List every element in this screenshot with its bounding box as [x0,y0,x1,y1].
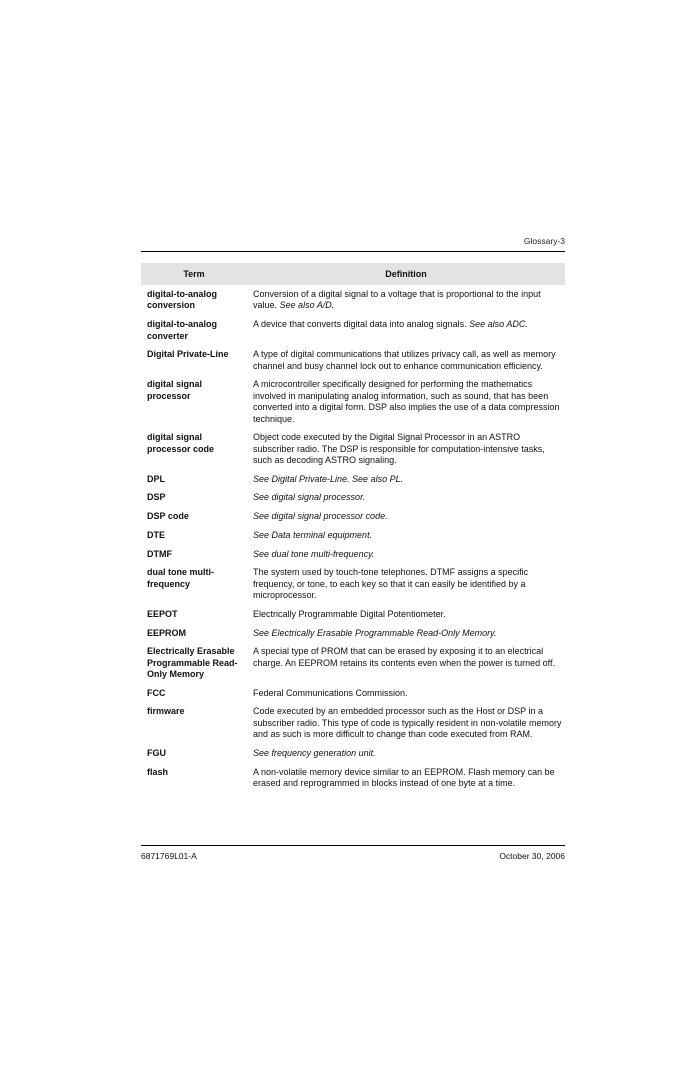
table-row [141,748,565,767]
definition-text: A special type of PROM that can be erased by exposing it to an electrical charge. An EEPROM retains its contents even when the power is turned off. [253,646,555,668]
definition-text: Electrically Programmable Digital Potentiometer. [253,608,446,619]
glossary-definition [247,285,565,319]
table-row [141,706,565,748]
glossary-term: digital signal processor [147,379,203,401]
definition-text: A device that converts digital data into analog signals. [253,319,467,330]
document-number: 6871769L01-A [141,851,197,861]
table-row [141,567,565,609]
definition-text: A type of digital communications that utilizes privacy call, as well as memory channel and busy channel lock out to enhance communication efficiency. [253,349,556,371]
glossary-term: DSP code [147,511,189,522]
table-row [141,549,565,568]
glossary-term: digital-to-analog conversion [147,289,217,311]
cross-reference-text: See also ADC. [469,319,528,330]
cross-reference-text: See frequency generation unit. [253,747,376,758]
glossary-definition [247,349,565,379]
glossary-term: DTE [147,529,165,540]
glossary-definition [247,474,565,493]
table-row [141,511,565,530]
table-row [141,319,565,349]
glossary-definition [247,688,565,707]
glossary-table [141,263,565,797]
glossary-term: DTMF [147,548,172,559]
table-row [141,530,565,549]
glossary-definition [247,492,565,511]
table-row [141,767,565,797]
glossary-definition [247,511,565,530]
cross-reference-text: See dual tone multi-frequency. [253,548,375,559]
definition-text: The system used by touch-tone telephones. DTMF assigns a specific frequency, or tone, to each key so that it can easily be identified by a microprocessor. [253,567,529,601]
cross-reference-text: See Electrically Erasable Programmable Read-Only Memory. [253,627,497,638]
table-row [141,379,565,432]
glossary-definition [247,432,565,474]
glossary-definition [247,748,565,767]
glossary-term: flash [147,766,169,777]
glossary-term: digital-to-analog converter [147,319,217,341]
glossary-term: FCC [147,687,166,698]
glossary-term: EEPOT [147,608,178,619]
glossary-definition [247,628,565,647]
definition-text: A microcontroller specifically designed for performing the mathematics involved in manipulating analog information, such as sound, that has been converted into a digital form. DSP also implies the use of a data compression technique. [253,379,560,424]
table-row [141,432,565,474]
table-row [141,646,565,688]
cross-reference-text: See Data terminal equipment. [253,529,373,540]
glossary-term: Digital Private-Line [147,349,229,360]
page-label: Glossary-3 [523,236,565,246]
table-row [141,474,565,493]
column-header-term: Term [141,263,247,285]
cross-reference-text: See also A/D. [279,300,335,311]
table-row [141,628,565,647]
table-row [141,349,565,379]
glossary-definition [247,549,565,568]
table-row [141,609,565,628]
glossary-term: Electrically Erasable Programmable Read-Only Memory [147,646,238,680]
glossary-definition [247,567,565,609]
glossary-definition [247,379,565,432]
definition-text: Conversion of a digital signal to a voltage that is proportional to the input value. [253,289,541,311]
table-row [141,285,565,319]
definition-text: A non-volatile memory device similar to an EEPROM. Flash memory can be erased and reprogrammed in blocks instead of one byte at a time. [253,766,555,789]
glossary-term: digital signal processor code [147,432,215,454]
header-rule [141,251,565,252]
definition-text: Federal Communications Commission. [253,687,408,698]
footer-rule [141,845,565,846]
cross-reference-text: See digital signal processor. [253,492,366,503]
glossary-term: FGU [147,747,166,758]
publication-date: October 30, 2006 [499,851,565,861]
glossary-definition [247,706,565,748]
glossary-definition [247,609,565,628]
glossary-definition [247,646,565,688]
definition-text: Code executed by an embedded processor such as the Host or DSP in a subscriber radio. This type of code is typically resident in non-volatile memory and as such is more difficult to change than code executed from RAM. [253,706,562,740]
glossary-term: DPL [147,473,165,484]
table-row [141,492,565,511]
column-header-definition: Definition [247,263,565,285]
glossary-definition [247,319,565,349]
table-header-row [141,263,565,285]
glossary-definition [247,530,565,549]
table-row [141,688,565,707]
glossary-term: dual tone multi-frequency [147,567,214,589]
cross-reference-text: See Digital Private-Line. See also PL. [253,473,404,484]
glossary-definition [247,767,565,797]
definition-text: Object code executed by the Digital Signal Processor in an ASTRO subscriber radio. The DSP is responsible for computation-intensive tasks, such as decoding ASTRO signaling. [253,432,545,466]
glossary-term: EEPROM [147,627,187,638]
cross-reference-text: See digital signal processor code. [253,511,388,522]
glossary-term: DSP [147,492,166,503]
glossary-term: firmware [147,706,185,717]
